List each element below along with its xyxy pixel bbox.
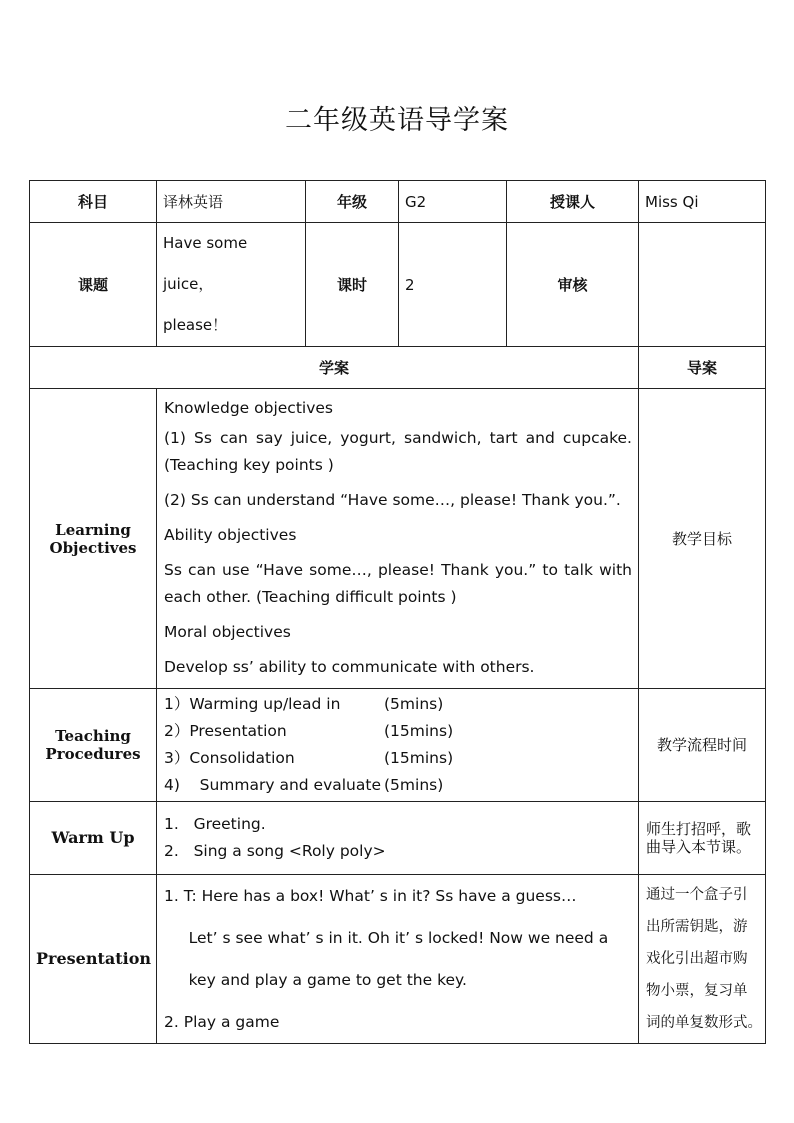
procedure-step bbox=[164, 691, 632, 718]
knowledge-objective-2: (2) Ss can understand “Have some…, please! Thank you.”. bbox=[164, 491, 621, 509]
warmup-row bbox=[30, 802, 766, 875]
procedures-row bbox=[30, 689, 766, 802]
warmup-guide bbox=[639, 802, 766, 875]
presentation-guide bbox=[639, 875, 766, 1044]
procedures-guide: 教学流程时间 bbox=[639, 689, 766, 802]
procedure-step-time: (15mins) bbox=[384, 722, 454, 741]
header-row-1 bbox=[30, 181, 766, 223]
objectives-row bbox=[30, 389, 766, 689]
procedure-step-time: (15mins) bbox=[384, 749, 454, 768]
objectives-label-line-2: Objectives bbox=[49, 538, 137, 557]
topic-label: 课题 bbox=[30, 223, 157, 347]
objectives-content bbox=[157, 389, 639, 689]
subject-value: 译林英语 bbox=[157, 181, 306, 223]
procedure-step-time: (5mins) bbox=[384, 776, 444, 795]
presentation-guide-line: 词的单复数形式。 bbox=[646, 1015, 762, 1031]
presentation-guide-line: 戏化引出超市购 bbox=[646, 951, 748, 967]
moral-heading: Moral objectives bbox=[164, 623, 291, 641]
subject-label: 科目 bbox=[30, 181, 157, 223]
presentation-line: 1. T: Here has a box! What’ s in it? Ss have a guess… bbox=[164, 887, 577, 905]
procedure-step bbox=[164, 772, 632, 799]
procedure-step bbox=[164, 718, 632, 745]
presentation-guide-line: 通过一个盒子引 bbox=[646, 887, 748, 903]
teacher-value: Miss Qi bbox=[639, 181, 766, 223]
presentation-row bbox=[30, 875, 766, 1044]
review-value bbox=[639, 223, 766, 347]
header-row-2 bbox=[30, 223, 766, 347]
warmup-guide-line-1: 师生打招呼，歌 bbox=[646, 820, 752, 838]
grade-value: G2 bbox=[399, 181, 507, 223]
warmup-item: 1. Greeting. bbox=[164, 815, 266, 833]
procedure-step bbox=[164, 745, 632, 772]
presentation-line: Let’ s see what’ s in it. Oh it’ s locked! Now we need a bbox=[164, 929, 609, 947]
teacher-label: 授课人 bbox=[507, 181, 639, 223]
period-value: 2 bbox=[399, 223, 507, 347]
topic-line-2: please！ bbox=[163, 316, 228, 334]
procedure-step-text: 3）Consolidation bbox=[164, 749, 295, 768]
warmup-label: Warm Up bbox=[30, 802, 157, 875]
warmup-guide-line-2: 曲导入本节课。 bbox=[646, 838, 752, 856]
guide-column-label: 导案 bbox=[639, 347, 766, 389]
period-label: 课时 bbox=[306, 223, 399, 347]
procedure-step-text: 1）Warming up/lead in bbox=[164, 695, 341, 714]
presentation-guide-line: 出所需钥匙，游 bbox=[646, 919, 748, 935]
objectives-label bbox=[30, 389, 157, 689]
ability-objective-1: Ss can use “Have some…, please! Thank you.” to talk with each other. (Teaching difficult points ) bbox=[164, 561, 632, 606]
presentation-line: key and play a game to get the key. bbox=[164, 971, 467, 989]
procedures-label bbox=[30, 689, 157, 802]
procedure-step-text: 2）Presentation bbox=[164, 722, 287, 741]
document-title: 二年级英语导学案 bbox=[285, 105, 509, 136]
procedures-content bbox=[157, 689, 639, 802]
procedures-label-line-1: Teaching bbox=[55, 727, 131, 745]
procedures-label-line-2: Procedures bbox=[45, 745, 141, 763]
ability-heading: Ability objectives bbox=[164, 526, 297, 544]
grade-label: 年级 bbox=[306, 181, 399, 223]
objectives-label-line-1: Learning bbox=[55, 520, 131, 539]
warmup-content bbox=[157, 802, 639, 875]
topic-value bbox=[157, 223, 306, 347]
plan-column-label: 学案 bbox=[30, 347, 639, 389]
lesson-plan-table bbox=[29, 180, 766, 1044]
procedure-step-text: 4) Summary and evaluate bbox=[164, 776, 381, 795]
topic-line-1: Have some juice， bbox=[163, 234, 248, 293]
warmup-item: 2. Sing a song <Roly poly> bbox=[164, 842, 386, 860]
presentation-label: Presentation bbox=[30, 875, 157, 1044]
objectives-guide: 教学目标 bbox=[639, 389, 766, 689]
presentation-guide-line: 物小票，复习单 bbox=[646, 983, 748, 999]
procedure-step-time: (5mins) bbox=[384, 695, 444, 714]
presentation-content bbox=[157, 875, 639, 1044]
knowledge-heading: Knowledge objectives bbox=[164, 399, 333, 417]
knowledge-objective-1: (1) Ss can say juice, yogurt, sandwich, tart and cupcake. (Teaching key points ) bbox=[164, 429, 632, 474]
column-header-row bbox=[30, 347, 766, 389]
presentation-line: 2. Play a game bbox=[164, 1013, 280, 1031]
moral-objective-1: Develop ss’ ability to communicate with others. bbox=[164, 658, 535, 676]
review-label: 审核 bbox=[507, 223, 639, 347]
